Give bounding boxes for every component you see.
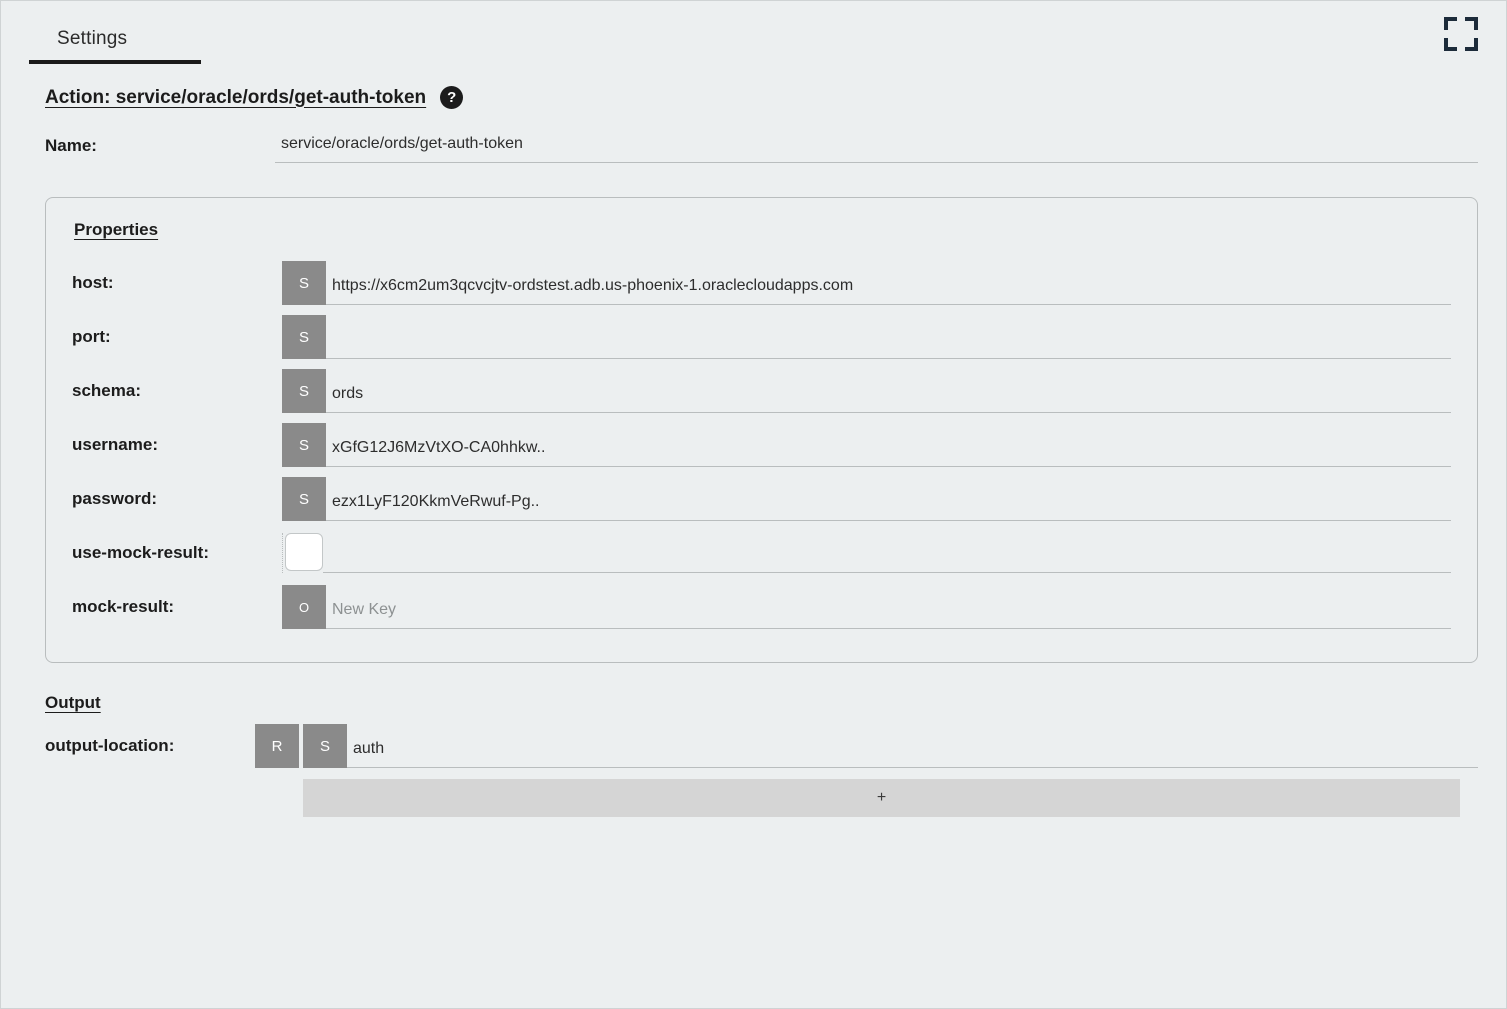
property-row-password — [72, 472, 1451, 526]
port-label: port: — [72, 327, 111, 346]
output-location-label: output-location: — [45, 736, 175, 755]
output-title: Output — [45, 693, 101, 712]
help-icon[interactable]: ? — [440, 86, 463, 109]
name-field-wrap — [275, 129, 1478, 163]
password-input[interactable] — [326, 487, 1451, 521]
property-row-port — [72, 310, 1451, 364]
tab-bar — [1, 1, 1506, 64]
property-row-use-mock-result — [72, 526, 1451, 580]
add-output-button[interactable]: + — [303, 779, 1460, 817]
tab-active-indicator — [29, 60, 201, 64]
password-type-badge[interactable]: S — [282, 477, 326, 521]
username-type-badge[interactable]: S — [282, 423, 326, 467]
mock-result-type-badge[interactable]: O — [282, 585, 326, 629]
property-row-mock-result — [72, 580, 1451, 634]
use-mock-result-checkbox[interactable] — [285, 533, 323, 571]
property-row-host — [72, 256, 1451, 310]
output-location-input[interactable] — [347, 734, 1478, 768]
port-type-badge[interactable]: S — [282, 315, 326, 359]
schema-label: schema: — [72, 381, 141, 400]
host-input[interactable] — [326, 271, 1451, 305]
output-location-type-badge[interactable]: S — [303, 724, 347, 768]
expand-icon[interactable] — [1444, 17, 1478, 51]
name-label: Name: — [45, 136, 97, 155]
use-mock-result-underline — [323, 533, 1451, 573]
page-title: Action: service/oracle/ords/get-auth-token — [45, 86, 427, 108]
host-type-badge[interactable]: S — [282, 261, 326, 305]
mock-result-label: mock-result: — [72, 597, 175, 616]
mock-result-input[interactable] — [326, 595, 1451, 629]
use-mock-result-label: use-mock-result: — [72, 543, 209, 562]
schema-input[interactable] — [326, 379, 1451, 413]
name-input[interactable] — [275, 129, 1478, 163]
property-row-schema — [72, 364, 1451, 418]
schema-type-badge[interactable]: S — [282, 369, 326, 413]
password-label: password: — [72, 489, 158, 508]
username-input[interactable] — [326, 433, 1451, 467]
port-input[interactable] — [326, 325, 1451, 359]
username-label: username: — [72, 435, 158, 454]
host-label: host: — [72, 273, 114, 292]
settings-content — [1, 86, 1506, 817]
name-row — [45, 119, 1478, 173]
output-location-scope-badge[interactable]: R — [255, 724, 299, 768]
tab-settings[interactable]: Settings — [57, 28, 128, 49]
output-location-row — [45, 719, 1478, 773]
property-row-username — [72, 418, 1451, 472]
action-header — [45, 86, 1478, 109]
properties-panel — [45, 197, 1478, 663]
properties-title: Properties — [74, 220, 159, 239]
